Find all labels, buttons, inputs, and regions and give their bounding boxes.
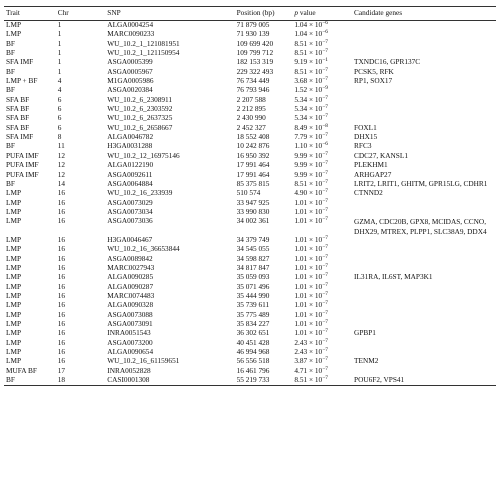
cell-position: 35 775 489: [236, 309, 270, 319]
p-value-exponent: −7: [322, 48, 328, 55]
cell-snp: ASGA0073200: [107, 337, 153, 347]
cell-chr: 18: [58, 376, 108, 386]
cell-candidate-genes: RFC3: [354, 141, 372, 151]
cell-candidate-genes: [354, 301, 496, 310]
cell-trait: LMP + BF: [6, 76, 38, 86]
p-value-exponent: −7: [322, 347, 328, 354]
cell-position: 2 207 588: [236, 94, 266, 104]
p-value-exponent: −1: [322, 57, 328, 64]
cell-snp: ASGA0005967: [107, 66, 153, 76]
p-value-exponent: −7: [322, 300, 328, 307]
cell-chr: 11: [57, 141, 65, 151]
cell-candidate-genes: [354, 86, 496, 95]
cell-chr: 16: [57, 356, 66, 366]
p-value-exponent: −7: [322, 76, 328, 83]
header-position: Position (bp): [237, 7, 295, 21]
cell-position: 2 212 895: [236, 104, 266, 114]
cell-candidate-genes: CDC27, KANSL1: [354, 150, 408, 160]
cell-chr: 16: [57, 216, 66, 226]
cell-snp: ASGA0005399: [107, 57, 153, 67]
cell-position: 33 990 830: [236, 206, 270, 216]
p-value-base: 1.01 × 10: [294, 281, 323, 291]
cell-snp: ASGA0073036: [107, 216, 153, 226]
cell-position: 40 451 428: [236, 337, 270, 347]
p-value-exponent: −7: [322, 94, 328, 101]
cell-position: 34 545 055: [236, 244, 270, 254]
cell-trait: MUFA BF: [6, 365, 37, 375]
cell-candidate-genes: PCSK5, RFK: [354, 66, 394, 76]
cell-trait: LMP: [6, 188, 22, 198]
p-value-exponent: −7: [322, 197, 328, 204]
cell-snp: WU_10.2_6_2637325: [107, 113, 173, 123]
p-value-exponent: −7: [322, 244, 328, 251]
cell-candidate-genes: [354, 245, 496, 254]
cell-snp: ASGA0073091: [107, 319, 153, 328]
p-value-base: 5.34 × 10: [294, 113, 323, 123]
cell-snp: H3GA0031288: [107, 141, 153, 151]
cell-position: 34 817 847: [236, 262, 270, 272]
cell-candidate-genes: RP1, SOX17: [354, 76, 393, 86]
cell-trait: BF: [6, 178, 15, 188]
cell-trait: BF: [4, 376, 58, 386]
header-p-symbol: p: [294, 8, 299, 17]
p-value-exponent: −7: [322, 365, 328, 372]
p-value-base: 5.34 × 10: [294, 104, 323, 114]
p-value-exponent: −7: [322, 328, 328, 335]
cell-chr: 17: [57, 365, 66, 375]
cell-chr: 1: [57, 48, 62, 58]
cell-chr: 16: [57, 272, 66, 282]
cell-position: 35 739 611: [236, 300, 270, 310]
p-value-exponent: −7: [322, 319, 328, 325]
cell-candidate-genes: DHX15: [354, 132, 378, 142]
p-value-base: 9.99 × 10: [294, 160, 323, 170]
p-value-exponent: −6: [322, 20, 328, 26]
cell-chr: 16: [57, 262, 66, 272]
p-value-exponent: −7: [322, 281, 328, 288]
cell-snp: WU_10.2_6_2303592: [107, 104, 173, 114]
cell-trait: LMP: [6, 356, 22, 366]
cell-snp: WU_10.2_16_61159651: [107, 356, 180, 366]
cell-candidate-genes: [354, 21, 496, 31]
p-value-base: 1.01 × 10: [294, 319, 323, 328]
cell-chr: 1: [57, 20, 62, 29]
p-value-base: 7.79 × 10: [294, 132, 323, 142]
cell-p-value: [294, 217, 354, 236]
cell-position: 18 552 408: [236, 132, 270, 142]
cell-chr: 1: [57, 29, 62, 39]
cell-chr: 16: [57, 290, 66, 300]
cell-trait: LMP: [6, 290, 22, 300]
cell-trait: BF: [6, 85, 15, 95]
cell-trait: LMP: [6, 309, 22, 319]
p-value-exponent: −7: [322, 38, 328, 45]
p-value-base: 1.04 × 10: [294, 29, 323, 39]
cell-chr: 1: [57, 38, 62, 48]
cell-chr: 16: [57, 347, 66, 357]
p-value-exponent: −7: [322, 356, 328, 363]
p-value-base: 1.01 × 10: [294, 206, 323, 216]
cell-chr: 16: [57, 309, 66, 319]
table-row: [4, 376, 496, 386]
cell-trait: LMP: [6, 234, 22, 244]
p-value-base: 1.04 × 10: [294, 20, 323, 29]
cell-candidate-genes: GZMA, CDC20B, GPX8, MCIDAS, CCNO, DHX29, MTREX, PLPP1, SLC38A9, DDX4: [354, 217, 487, 236]
cell-trait: SFA IMF: [6, 132, 34, 142]
cell-snp: ALGA0090328: [107, 300, 154, 310]
cell-chr: 8: [57, 132, 62, 142]
cell-trait: LMP: [6, 29, 22, 39]
cell-chr: 16: [57, 244, 66, 254]
cell-position: 34 598 827: [236, 253, 270, 263]
cell-position: 36 302 651: [236, 328, 270, 338]
cell-snp: ASGA0073034: [107, 206, 153, 216]
p-value-exponent: −7: [322, 272, 328, 279]
cell-candidate-genes: TENM2: [354, 356, 379, 366]
cell-snp: WU_10.2_12_16975146: [107, 150, 180, 160]
cell-trait: BF: [6, 48, 15, 58]
p-value-exponent: −7: [322, 234, 328, 241]
p-value-exponent: −8: [322, 122, 328, 129]
p-value-base: 1.01 × 10: [294, 262, 323, 272]
cell-snp: ASGA0064884: [107, 178, 153, 188]
p-value-base: 9.19 × 10: [294, 57, 323, 67]
cell-snp: MARC0074483: [107, 290, 155, 300]
p-value-base: 1.52 × 10: [294, 85, 323, 95]
cell-snp: MARC0090233: [107, 29, 155, 39]
cell-chr: 16: [57, 234, 66, 244]
p-value-exponent: −9: [322, 85, 328, 92]
p-value-exponent: −7: [322, 178, 328, 185]
cell-position: 35 059 093: [236, 272, 270, 282]
cell-trait: LMP: [6, 244, 22, 254]
cell-chr: 16: [57, 253, 66, 263]
cell-candidate-genes: CTNND2: [354, 188, 383, 198]
table-header: [4, 7, 496, 21]
cell-position: 16 950 392: [236, 150, 270, 160]
cell-position: 109 699 420: [236, 38, 274, 48]
cell-snp: ALGA0090654: [107, 347, 154, 357]
cell-position: 34 379 749: [236, 234, 270, 244]
cell-position: 71 930 139: [236, 29, 270, 39]
cell-position: 17 991 464: [236, 160, 270, 170]
cell-trait: LMP: [6, 206, 22, 216]
cell-candidate-genes: [354, 96, 496, 105]
p-value-base: 8.51 × 10: [294, 178, 323, 188]
cell-chr: 4: [57, 85, 62, 95]
cell-chr: 4: [57, 76, 62, 86]
cell-candidate-genes: PLEKHM1: [354, 160, 388, 170]
cell-trait: LMP: [6, 253, 22, 263]
table-row: [4, 217, 496, 236]
cell-snp: ASGA0092611: [107, 169, 153, 179]
cell-chr: 16: [57, 188, 66, 198]
cell-chr: 12: [57, 150, 66, 160]
cell-position: 71 879 005: [236, 20, 270, 29]
cell-trait: SFA BF: [6, 122, 30, 132]
cell-trait: BF: [6, 38, 15, 48]
cell-trait: LMP: [6, 197, 22, 207]
cell-candidate-genes: [354, 292, 496, 301]
cell-snp: WU_10.2_1_121081951: [107, 38, 180, 48]
p-value-exponent: −7: [322, 113, 328, 120]
cell-position: 85 375 815: [236, 178, 270, 188]
cell-position: 55 219 733: [237, 376, 295, 386]
cell-position: 34 002 361: [236, 216, 270, 226]
p-value-exponent: −7: [322, 169, 328, 176]
cell-trait: BF: [6, 141, 15, 151]
cell-candidate-genes: ARHGAP27: [354, 169, 392, 179]
p-value-exponent: −7: [322, 150, 328, 157]
cell-snp: ASGA0073088: [107, 309, 153, 319]
p-value-base: 2.43 × 10: [294, 347, 323, 357]
cell-trait: LMP: [6, 272, 22, 282]
cell-snp: INRA0051543: [107, 328, 151, 338]
cell-snp: ALGA0090287: [107, 281, 154, 291]
header-chr: Chr: [58, 7, 108, 21]
cell-trait: LMP: [6, 216, 22, 226]
p-value-base: 1.01 × 10: [294, 216, 323, 226]
p-value-base: 1.01 × 10: [294, 234, 323, 244]
cell-chr: 16: [57, 206, 66, 216]
cell-position: 76 734 449: [236, 76, 270, 86]
cell-position: 35 834 227: [236, 319, 270, 328]
header-trait: Trait: [4, 7, 58, 21]
p-value-exponent: −7: [322, 132, 328, 139]
p-value-base: 5.34 × 10: [294, 94, 323, 104]
cell-position: 510 574: [236, 188, 261, 198]
p-value-base: 1.01 × 10: [294, 244, 323, 254]
p-value-base: 3.87 × 10: [294, 356, 323, 366]
p-value-base: 1.01 × 10: [294, 253, 323, 263]
p-value-base: 1.01 × 10: [294, 197, 323, 207]
header-candidate-genes: Candidate genes: [354, 7, 496, 21]
cell-candidate-genes: [354, 105, 496, 114]
header-p-value: [294, 7, 354, 21]
p-value-base: 1.01 × 10: [294, 309, 323, 319]
cell-trait: LMP: [6, 347, 22, 357]
cell-chr: 16: [57, 300, 66, 310]
cell-snp: CASI0001308: [107, 376, 236, 386]
cell-candidate-genes: [354, 208, 496, 217]
cell-candidate-genes: [354, 255, 496, 264]
p-value-exponent: −7: [322, 160, 328, 167]
cell-candidate-genes: [354, 236, 496, 245]
cell-position: 2 452 327: [236, 122, 266, 132]
cell-chr: 16: [57, 319, 66, 328]
cell-position: 33 947 925: [236, 197, 270, 207]
p-value-base: 4.71 × 10: [294, 365, 323, 375]
cell-snp: MARC0027943: [107, 262, 155, 272]
table-body: [4, 21, 496, 386]
cell-trait: LMP: [6, 328, 22, 338]
cell-position: 46 994 968: [236, 347, 270, 357]
cell-position: 56 556 518: [236, 356, 270, 366]
p-value-base: 1.10 × 10: [294, 141, 323, 151]
p-value-base: 9.99 × 10: [294, 150, 323, 160]
p-value-exponent: −7: [322, 375, 328, 382]
header-p-rest: value: [298, 8, 316, 17]
cell-position: 109 799 712: [236, 48, 274, 58]
p-value-base: 1.01 × 10: [294, 272, 323, 282]
p-value-exponent: −7: [322, 206, 328, 213]
p-value-base: 1.01 × 10: [294, 300, 323, 310]
p-value-base: 2.43 × 10: [294, 337, 323, 347]
cell-chr: 16: [57, 281, 66, 291]
p-value-exponent: −7: [322, 290, 328, 297]
cell-snp: ASGA0020384: [107, 85, 153, 95]
cell-candidate-genes: [354, 30, 496, 39]
cell-snp: WU_10.2_1_121150954: [107, 48, 180, 58]
cell-chr: 6: [57, 113, 62, 123]
cell-chr: 1: [57, 66, 62, 76]
cell-trait: PUFA IMF: [6, 160, 39, 170]
p-value-base: 1.01 × 10: [294, 328, 323, 338]
p-value-base: 8.51 × 10: [294, 48, 323, 58]
header-row: [4, 7, 496, 21]
p-value-exponent: −7: [322, 66, 328, 73]
cell-trait: SFA BF: [6, 113, 30, 123]
p-value-exponent: −7: [322, 188, 328, 195]
p-value-base: 1.01 × 10: [294, 290, 323, 300]
cell-position: 229 322 493: [236, 66, 274, 76]
cell-trait: SFA BF: [6, 104, 30, 114]
cell-snp: WU_10.2_6_2308911: [107, 94, 173, 104]
p-value-exponent: −7: [322, 262, 328, 269]
cell-candidate-genes: IL31RA, IL6ST, MAP3K1: [354, 272, 433, 282]
cell-trait: LMP: [6, 300, 22, 310]
p-value-exponent: −7: [322, 104, 328, 111]
header-snp: SNP: [107, 7, 236, 21]
cell-snp: ASGA0089842: [107, 253, 153, 263]
cell-snp: WU_10.2_6_2658667: [107, 122, 173, 132]
cell-chr: 6: [57, 122, 62, 132]
cell-snp: ASGA0073029: [107, 197, 153, 207]
cell-trait: LMP: [6, 281, 22, 291]
cell-snp: WU_10.2_16_233939: [107, 188, 173, 198]
cell-position: 76 793 946: [236, 85, 270, 95]
cell-trait: LMP: [6, 262, 22, 272]
cell-trait: LMP: [6, 337, 22, 347]
p-value-exponent: −7: [322, 216, 328, 223]
cell-snp: M1GA0005986: [107, 76, 154, 86]
cell-position: 2 430 990: [236, 113, 266, 123]
cell-candidate-genes: [354, 339, 496, 348]
cell-position: 35 071 496: [236, 281, 270, 291]
cell-trait: LMP: [6, 319, 22, 328]
cell-candidate-genes: [354, 40, 496, 49]
p-value-exponent: −6: [322, 141, 328, 148]
cell-snp: INRA0052828: [107, 365, 151, 375]
cell-snp: WU_10.2_16_36653844: [107, 244, 180, 254]
cell-position: 16 461 796: [236, 365, 270, 375]
cell-trait: SFA BF: [6, 94, 30, 104]
cell-chr: 12: [57, 160, 66, 170]
cell-chr: 16: [57, 197, 66, 207]
p-value-base: 9.99 × 10: [294, 169, 323, 179]
cell-chr: 6: [57, 104, 62, 114]
cell-p-value: [294, 376, 354, 386]
cell-snp: ALGA0004254: [107, 20, 154, 29]
cell-trait: LMP: [6, 20, 22, 29]
cell-candidate-genes: TXNDC16, GPR137C: [354, 57, 421, 67]
p-value-base: 3.68 × 10: [294, 76, 323, 86]
cell-chr: 12: [57, 169, 66, 179]
cell-chr: 14: [57, 178, 66, 188]
cell-trait: PUFA IMF: [6, 150, 39, 160]
p-value-exponent: −7: [322, 253, 328, 260]
p-value-base: 8.49 × 10: [294, 122, 323, 132]
cell-snp: ALGA0090285: [107, 272, 154, 282]
cell-position: 182 153 319: [236, 57, 274, 67]
cell-chr: 1: [57, 57, 62, 67]
p-value-exponent: −6: [322, 29, 328, 36]
snp-association-table: [4, 6, 496, 386]
cell-chr: 6: [57, 94, 62, 104]
cell-candidate-genes: [354, 311, 496, 320]
p-value-base: 8.51 × 10: [294, 375, 323, 385]
p-value-exponent: −7: [322, 309, 328, 316]
p-value-exponent: −7: [322, 337, 328, 344]
cell-chr: 16: [57, 328, 66, 338]
p-value-base: 4.90 × 10: [294, 188, 323, 198]
cell-chr: 16: [57, 337, 66, 347]
cell-position: 10 242 876: [236, 141, 270, 151]
cell-snp: H3GA0046467: [107, 234, 153, 244]
cell-candidate-genes: [354, 283, 496, 292]
cell-candidate-genes: GPBP1: [354, 328, 376, 338]
cell-candidate-genes: FOXL1: [354, 122, 377, 132]
cell-candidate-genes: POU6F2, VPS41: [354, 376, 496, 386]
cell-trait: PUFA IMF: [6, 169, 39, 179]
cell-position: 35 444 990: [236, 290, 270, 300]
cell-candidate-genes: LRIT2, LRIT1, GHITM, GPR15LG, CDHR1: [354, 178, 488, 188]
cell-position: 17 991 464: [236, 169, 270, 179]
cell-snp: ALGA0122190: [107, 160, 154, 170]
cell-snp: ALGA0046782: [107, 132, 154, 142]
cell-candidate-genes: [354, 199, 496, 208]
p-value-base: 8.51 × 10: [294, 66, 323, 76]
cell-trait: SFA IMF: [6, 57, 34, 67]
cell-trait: BF: [6, 66, 15, 76]
p-value-base: 8.51 × 10: [294, 38, 323, 48]
